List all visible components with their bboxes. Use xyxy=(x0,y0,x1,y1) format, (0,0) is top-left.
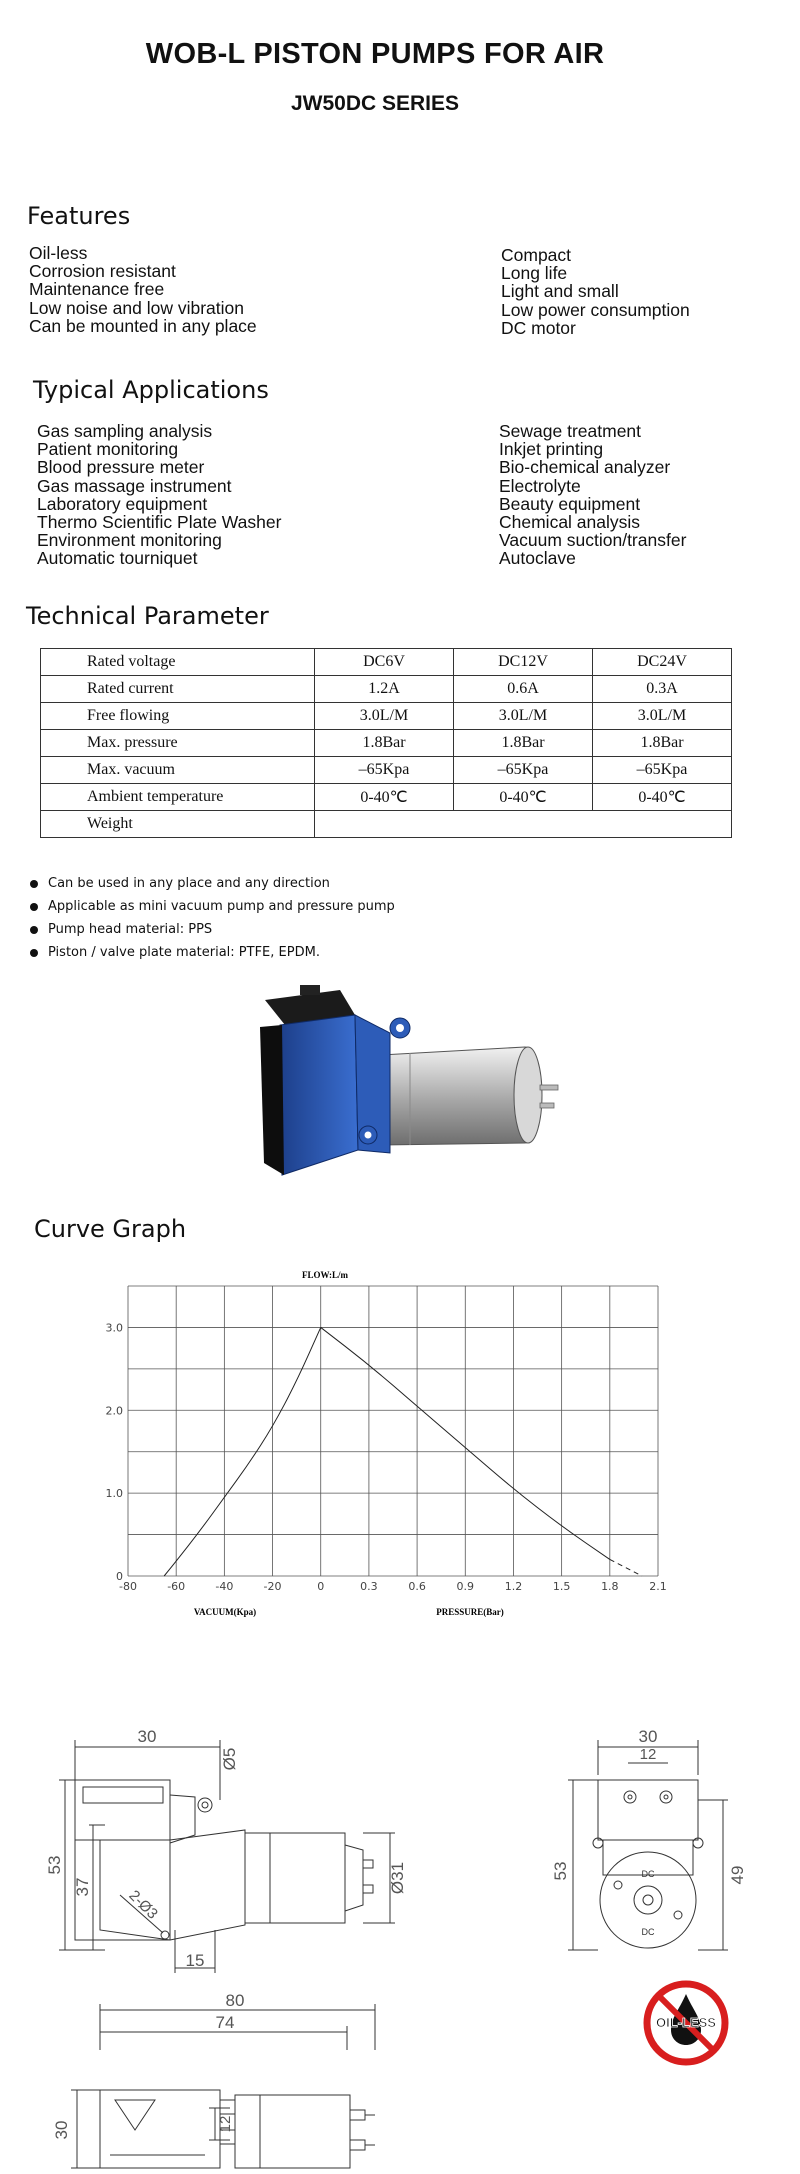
table-row xyxy=(41,730,732,757)
table-row xyxy=(41,811,732,838)
list-item: Sewage treatment xyxy=(499,421,642,441)
x-tick-label: 1.8 xyxy=(601,1580,619,1593)
table-cell: –65Kpa xyxy=(593,757,732,784)
table-cell: –65Kpa xyxy=(315,757,454,784)
oil-less-text: OIL-LESS xyxy=(656,2015,716,2030)
list-item: Laboratory equipment xyxy=(37,493,208,514)
curve-chart xyxy=(95,1258,675,1628)
list-item: Autoclave xyxy=(499,548,576,569)
table-cell: 0-40℃ xyxy=(315,784,454,811)
x-tick-label: 0.3 xyxy=(360,1580,378,1593)
list-item: Bio-chemical analyzer xyxy=(499,457,671,478)
motor-label: DC xyxy=(641,1927,655,1937)
list-item: Automatic tourniquet xyxy=(37,548,198,569)
table-cell: DC12V xyxy=(454,649,593,676)
dim-15: 15 xyxy=(185,1951,205,1970)
table-row xyxy=(41,649,732,676)
table-cell: –65Kpa xyxy=(454,757,593,784)
table-cell-label: Rated current xyxy=(41,676,315,703)
features-left-list xyxy=(29,244,257,335)
table-cell: 0-40℃ xyxy=(593,784,732,811)
table-cell: 1.8Bar xyxy=(315,730,454,757)
table-row xyxy=(41,703,732,730)
list-item: Corrosion resistant xyxy=(29,261,176,282)
list-item: Electrolyte xyxy=(499,475,581,496)
chart-title: FLOW:L/m xyxy=(301,1270,349,1280)
y-tick-label: 3.0 xyxy=(105,1321,123,1335)
dim-12: 12 xyxy=(217,2115,234,2133)
list-item: Light and small xyxy=(501,281,619,302)
technical-heading: Technical Parameter xyxy=(26,602,269,630)
dim-d31: Ø31 xyxy=(388,1861,407,1895)
dim-37: 37 xyxy=(73,1877,92,1897)
front-view-drawing xyxy=(551,1725,758,1955)
motor-label: DC xyxy=(641,1869,655,1879)
dim-30: 30 xyxy=(638,1727,658,1746)
table-cell-label: Rated voltage xyxy=(41,649,315,676)
x-axis-label-pressure: PRESSURE(Bar) xyxy=(436,1607,504,1617)
applications-right-list xyxy=(499,422,686,568)
series-subtitle: JW50DC SERIES xyxy=(290,92,460,115)
list-item: Can be mounted in any place xyxy=(29,315,257,336)
top-view-drawing xyxy=(52,1990,395,2170)
list-item: DC motor xyxy=(501,317,576,338)
dim-d5: Ø5 xyxy=(220,1747,239,1771)
list-item: Can be used in any place and any direction xyxy=(30,872,395,895)
table-cell: 1.8Bar xyxy=(593,730,732,757)
table-cell: 1.8Bar xyxy=(454,730,593,757)
applications-heading: Typical Applications xyxy=(33,376,269,404)
dim-30: 30 xyxy=(52,2120,71,2140)
bullet-icon xyxy=(30,880,38,888)
chart-x-ticks xyxy=(119,1580,667,1593)
technical-table xyxy=(40,648,732,838)
series-line-pressure-extension xyxy=(610,1559,642,1576)
x-axis-label-vacuum: VACUUM(Kpa) xyxy=(193,1607,257,1617)
applications-left-list xyxy=(37,422,281,568)
x-tick-label: 0.9 xyxy=(456,1580,475,1593)
table-cell-label: Max. vacuum xyxy=(41,757,315,784)
list-item: Environment monitoring xyxy=(37,530,222,551)
list-item: Low power consumption xyxy=(501,299,690,320)
dim-49: 49 xyxy=(728,1865,747,1885)
x-tick-label: 2.1 xyxy=(649,1580,667,1593)
table-cell: 3.0L/M xyxy=(315,703,454,730)
x-tick-label: 0 xyxy=(317,1580,325,1593)
list-item: Gas sampling analysis xyxy=(37,421,213,441)
list-item: Vacuum suction/transfer xyxy=(499,530,687,551)
list-item: Piston / valve plate material: PTFE, EPDM. xyxy=(30,941,395,964)
x-tick-label: -80 xyxy=(119,1580,137,1593)
curve-heading: Curve Graph xyxy=(34,1215,187,1243)
table-row xyxy=(41,757,732,784)
list-item: Long life xyxy=(501,263,568,284)
list-item: Blood pressure meter xyxy=(37,457,205,478)
table-cell-label: Ambient temperature xyxy=(41,784,315,811)
x-tick-label: -60 xyxy=(167,1580,186,1593)
dim-30: 30 xyxy=(137,1727,157,1746)
table-cell: DC24V xyxy=(593,649,732,676)
list-item: Beauty equipment xyxy=(499,493,641,514)
y-tick-label: 0 xyxy=(116,1570,123,1583)
table-cell: 3.0L/M xyxy=(454,703,593,730)
list-item: Low noise and low vibration xyxy=(29,297,244,318)
y-tick-label: 1.0 xyxy=(105,1487,123,1501)
product-photo xyxy=(240,985,585,1195)
table-cell: 0.6A xyxy=(454,676,593,703)
features-heading: Features xyxy=(27,202,131,230)
list-item: Compact xyxy=(501,245,572,265)
table-row xyxy=(41,676,732,703)
list-item: Maintenance free xyxy=(29,279,165,300)
chart-grid xyxy=(128,1286,658,1576)
oil-less-logo xyxy=(643,1980,729,2066)
table-cell xyxy=(315,811,732,838)
list-item: Thermo Scientific Plate Washer xyxy=(37,512,282,533)
list-item: Oil-less xyxy=(29,243,88,263)
side-view-drawing xyxy=(45,1725,405,1970)
chart-y-ticks xyxy=(106,1321,124,1583)
dim-12: 12 xyxy=(639,1746,657,1763)
x-tick-label: 0.6 xyxy=(408,1580,426,1593)
x-tick-label: 1.2 xyxy=(504,1580,523,1593)
table-row xyxy=(41,784,732,811)
notes-list xyxy=(30,872,395,964)
dim-80: 80 xyxy=(225,1991,245,2010)
list-item: Gas massage instrument xyxy=(37,475,232,496)
table-cell-label: Max. pressure xyxy=(41,730,315,757)
dim-hole: 2-Ø3 xyxy=(125,1887,161,1923)
bullet-icon xyxy=(30,926,38,934)
y-tick-label: 2.0 xyxy=(105,1404,123,1418)
dim-53: 53 xyxy=(45,1855,64,1875)
dim-74: 74 xyxy=(215,2013,235,2032)
page-title: WOB-L PISTON PUMPS FOR AIR xyxy=(145,38,605,70)
list-item: Pump head material: PPS xyxy=(30,918,395,941)
table-cell: 3.0L/M xyxy=(593,703,732,730)
table-cell-label: Free flowing xyxy=(41,703,315,730)
list-item: Applicable as mini vacuum pump and pressure pump xyxy=(30,895,395,918)
x-tick-label: -20 xyxy=(263,1580,282,1593)
features-right-list xyxy=(501,246,690,337)
bullet-icon xyxy=(30,949,38,957)
x-tick-label: 1.5 xyxy=(552,1580,571,1593)
table-cell: 0.3A xyxy=(593,676,732,703)
list-item: Patient monitoring xyxy=(37,439,179,460)
list-item: Chemical analysis xyxy=(499,512,641,533)
x-tick-label: -40 xyxy=(215,1580,234,1593)
bullet-icon xyxy=(30,903,38,911)
table-cell: 0-40℃ xyxy=(454,784,593,811)
table-cell-label: Weight xyxy=(41,811,315,838)
table-cell: DC6V xyxy=(315,649,454,676)
dim-53: 53 xyxy=(551,1861,570,1881)
table-cell: 1.2A xyxy=(315,676,454,703)
list-item: Inkjet printing xyxy=(499,439,604,460)
